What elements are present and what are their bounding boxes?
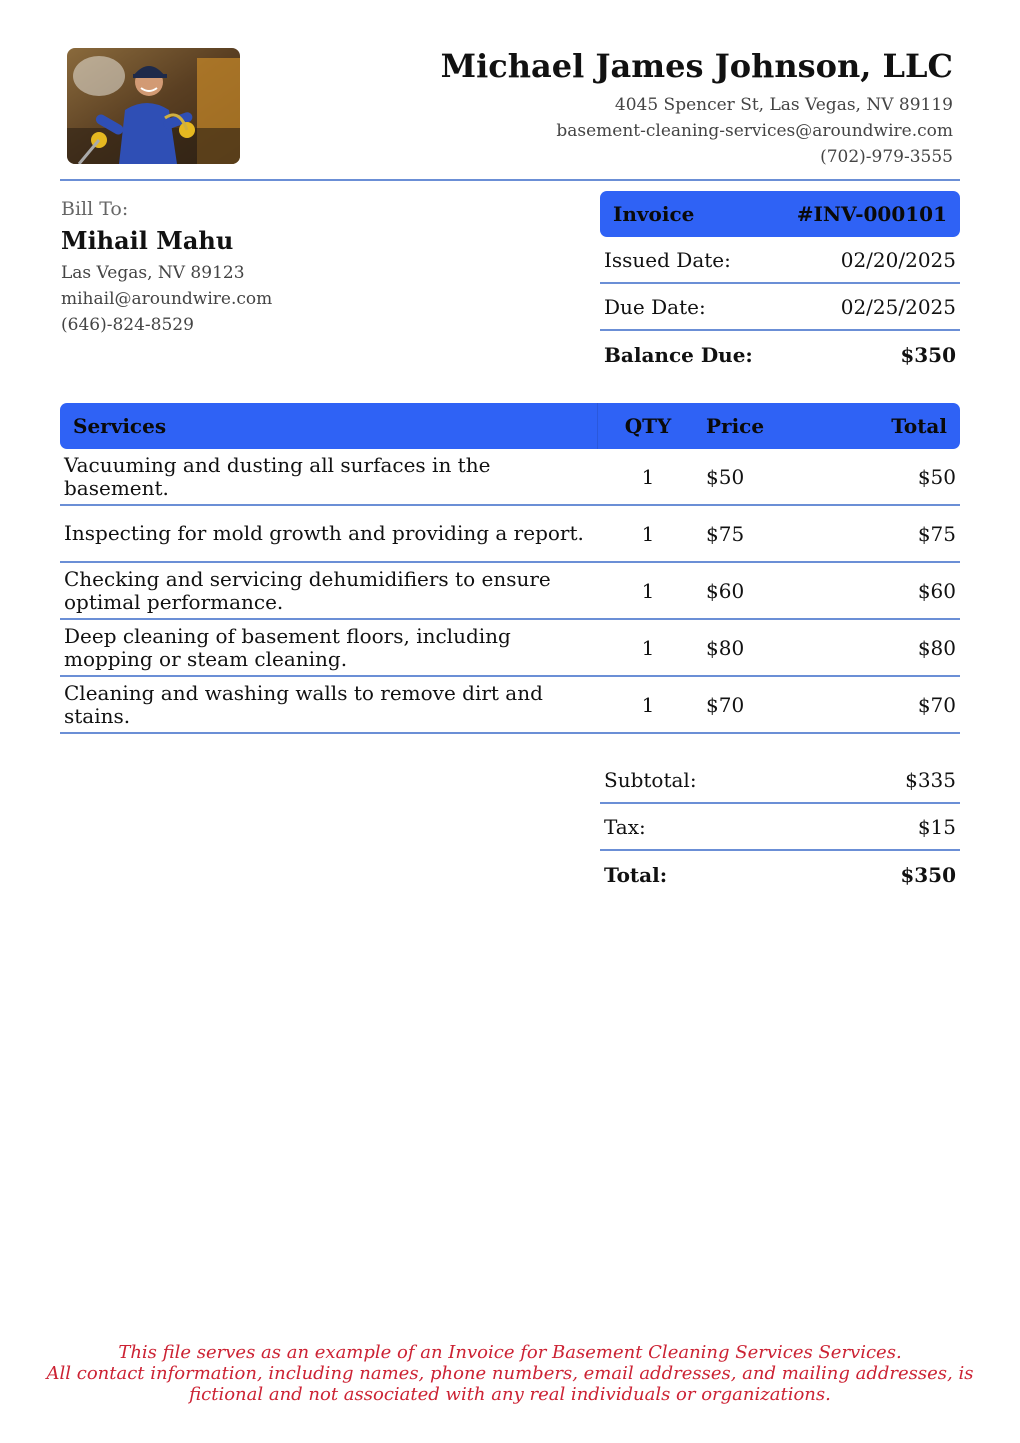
due-date-row — [600, 284, 960, 331]
row-price: $50 — [706, 464, 745, 489]
row-description: Checking and servicing dehumidifiers to ensure optimal performance. — [64, 566, 551, 614]
row-qty: 1 — [641, 692, 655, 717]
row-price: $75 — [706, 521, 745, 546]
row-price: $80 — [706, 635, 745, 660]
row-qty: 1 — [641, 464, 655, 489]
company-photo — [67, 48, 240, 164]
tax-row — [600, 804, 960, 851]
row-total: $80 — [917, 635, 956, 660]
row-total: $50 — [917, 464, 956, 489]
services-table — [60, 403, 960, 734]
client-phone: (646)-824-8529 — [61, 315, 194, 335]
row-description: Deep cleaning of basement floors, including mopping or steam cleaning. — [64, 623, 511, 671]
table-header — [60, 403, 960, 449]
company-address: 4045 Spencer St, Las Vegas, NV 89119 — [614, 95, 953, 115]
subtotal-label: Subtotal: — [604, 767, 697, 792]
bill-to-section — [61, 196, 272, 338]
client-name: Mihail Mahu — [61, 226, 234, 255]
due-date-value: 02/25/2025 — [840, 294, 956, 319]
totals-section — [600, 757, 960, 898]
company-email: basement-cleaning-services@aroundwire.com — [556, 121, 953, 141]
header-total: Total — [891, 414, 947, 438]
client-email: mihail@aroundwire.com — [61, 289, 273, 309]
total-row — [600, 851, 960, 898]
table-row — [60, 449, 960, 506]
invoice-number: #INV-000101 — [796, 202, 947, 226]
row-description: Inspecting for mold growth and providing a report. — [64, 521, 584, 545]
balance-due-row — [600, 331, 960, 378]
invoice-header — [600, 191, 960, 237]
header-qty: QTY — [624, 414, 672, 438]
balance-due-value: $350 — [900, 342, 956, 367]
row-qty: 1 — [641, 578, 655, 603]
disclaimer-line-3: fictional and not associated with any real individuals or organizations. — [189, 1384, 831, 1405]
row-qty: 1 — [641, 635, 655, 660]
disclaimer-line-1: This file serves as an example of an Invoice for Basement Cleaning Services Services. — [118, 1342, 902, 1363]
row-description: Vacuuming and dusting all surfaces in the basement. — [64, 452, 491, 500]
header-price: Price — [706, 414, 765, 438]
row-total: $60 — [917, 578, 956, 603]
invoice-label: Invoice — [613, 202, 695, 226]
company-phone: (702)-979-3555 — [820, 147, 953, 167]
row-price: $70 — [706, 692, 745, 717]
table-row — [60, 620, 960, 677]
tax-value: $15 — [917, 814, 956, 839]
issued-date-label: Issued Date: — [604, 247, 731, 272]
total-label: Total: — [604, 862, 668, 887]
table-row — [60, 677, 960, 734]
row-qty: 1 — [641, 521, 655, 546]
row-description: Cleaning and washing walls to remove dirt and stains. — [64, 680, 543, 728]
due-date-label: Due Date: — [604, 294, 706, 319]
header-divider — [60, 179, 960, 181]
row-price: $60 — [706, 578, 745, 603]
tax-label: Tax: — [604, 814, 646, 839]
invoice-details — [600, 191, 960, 378]
issued-date-value: 02/20/2025 — [840, 247, 956, 272]
bill-to-label: Bill To: — [61, 198, 129, 220]
subtotal-row — [600, 757, 960, 804]
balance-due-label: Balance Due: — [604, 342, 753, 367]
total-value: $350 — [900, 862, 956, 887]
issued-date-row — [600, 237, 960, 284]
row-total: $75 — [917, 521, 956, 546]
row-total: $70 — [917, 692, 956, 717]
table-row — [60, 563, 960, 620]
client-address: Las Vegas, NV 89123 — [61, 263, 245, 283]
disclaimer-footer — [20, 1342, 1000, 1405]
disclaimer-line-2: All contact information, including names, phone numbers, email addresses, and mailing addresses, is — [46, 1363, 974, 1384]
company-info — [441, 46, 953, 170]
subtotal-value: $335 — [905, 767, 956, 792]
header-services: Services — [60, 403, 598, 449]
table-row — [60, 506, 960, 563]
company-name: Michael James Johnson, LLC — [440, 47, 953, 85]
